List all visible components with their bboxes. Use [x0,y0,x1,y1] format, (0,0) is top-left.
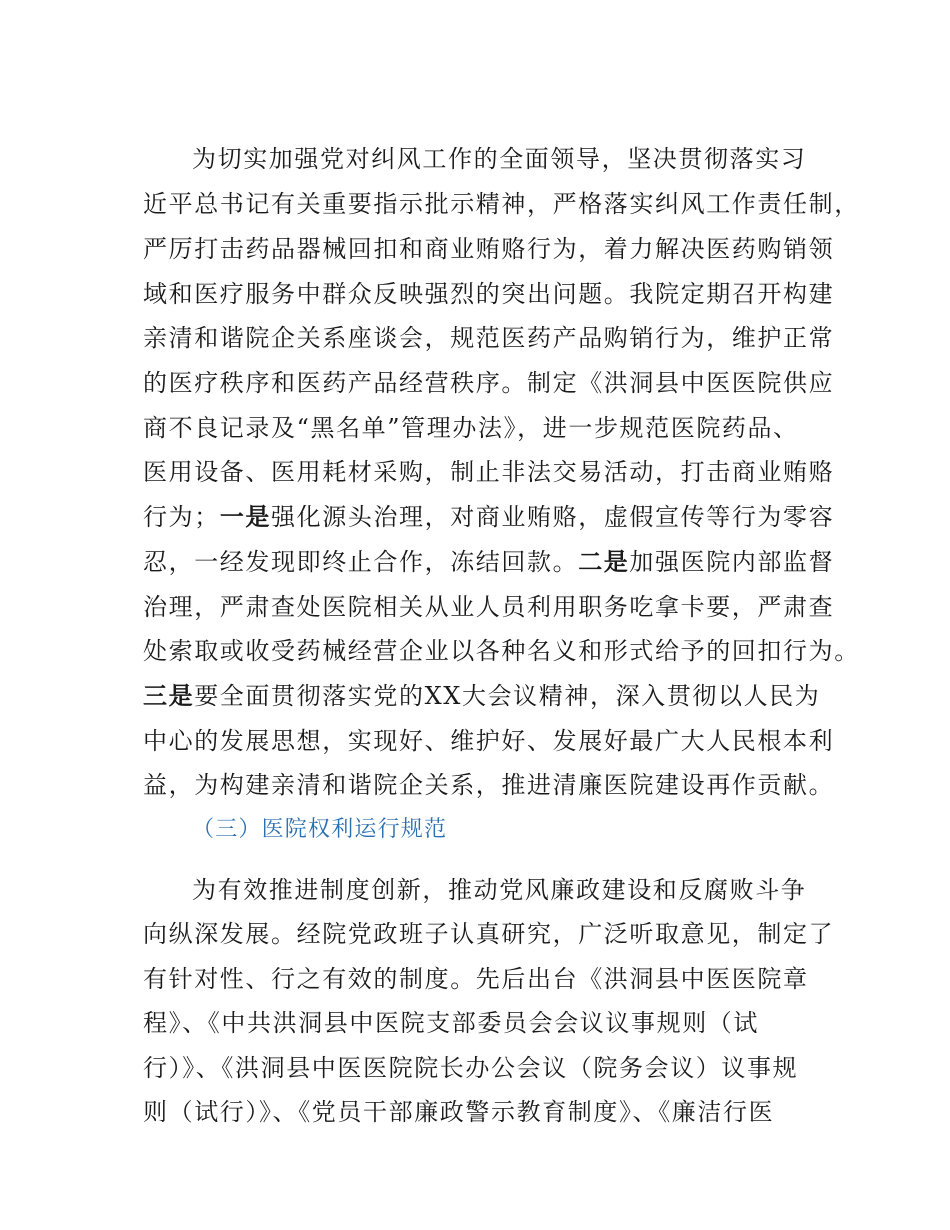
paragraph-1-line-6: 的医疗秩序和医药产品经营秩序。制定《洪洞县中医医院供应 [143,369,835,397]
text-run: 强化源头治理，对商业贿赂，虚假宣传等行为零容 [271,503,835,531]
paragraph-1-line-8: 医用设备、医用耗材采购，制止非法交易活动，打击商业贿赂 [143,458,835,486]
paragraph-1-line-11: 治理，严肃查处医院相关从业人员利用职务吃拿卡要，严肃查 [143,593,835,621]
paragraph-2-line-1: 为有效推进制度创新，推动党风廉政建设和反腐败斗争 [192,876,807,904]
paragraph-1-line-14: 中心的发展思想，实现好、维护好、发展好最广大人民根本利 [143,727,835,755]
paragraph-2-line-5: 行）》、《洪洞县中医医院院长办公会议（院务会议）议事规 [143,1054,799,1082]
paragraph-1-line-12: 处索取或收受药械经营企业以各种名义和形式给予的回扣行为。 [143,637,860,665]
text-run: 加强医院内部监督 [629,548,835,576]
section-heading: （三）医院权利运行规范 [192,817,448,842]
text-run: 行为； [143,503,220,531]
emphasis-first: 一是 [219,503,272,531]
paragraph-1-line-5: 亲清和谐院企关系座谈会，规范医药产品购销行为，维护正常 [143,324,835,352]
emphasis-second: 二是 [578,548,630,576]
paragraph-1-line-7: 商不良记录及“黑名单”管理办法》，进一步规范医院药品、 [143,414,799,442]
paragraph-1-line-4: 域和医疗服务中群众反映强烈的突出问题。我院定期召开构建 [143,280,835,308]
text-run: 忍，一经发现即终止合作，冻结回款。 [143,548,579,576]
paragraph-1-line-10 [143,547,834,577]
paragraph-1-line-2: 近平总书记有关重要指示批示精神，严格落实纠风工作责任制， [143,190,860,218]
paragraph-2-line-6: 则（试行）》、《党员干部廉政警示教育制度》、《廉洁行医 [143,1098,775,1126]
emphasis-third: 三是 [143,682,195,710]
text-run: 要全面贯彻落实党的XX大会议精神，深入贯彻以人民为 [194,682,821,710]
paragraph-2-line-3: 有针对性、行之有效的制度。先后出台《洪洞县中医医院章 [143,965,809,993]
paragraph-1-line-1: 为切实加强党对纠风工作的全面领导，坚决贯彻落实习 [192,145,807,173]
paragraph-2-line-2: 向纵深发展。经院党政班子认真研究，广泛听取意见，制定了 [143,920,835,948]
paragraph-1-line-9 [143,502,834,532]
paragraph-1-line-13 [143,681,820,711]
paragraph-1-line-15: 益，为构建亲清和谐院企关系，推进清廉医院建设再作贡献。 [143,771,835,799]
paragraph-1-line-3: 严厉打击药品器械回扣和商业贿赂行为，着力解决医药购销领 [143,235,835,263]
paragraph-2-line-4: 程》、《中共洪洞县中医院支部委员会会议议事规则（试 [143,1009,759,1037]
